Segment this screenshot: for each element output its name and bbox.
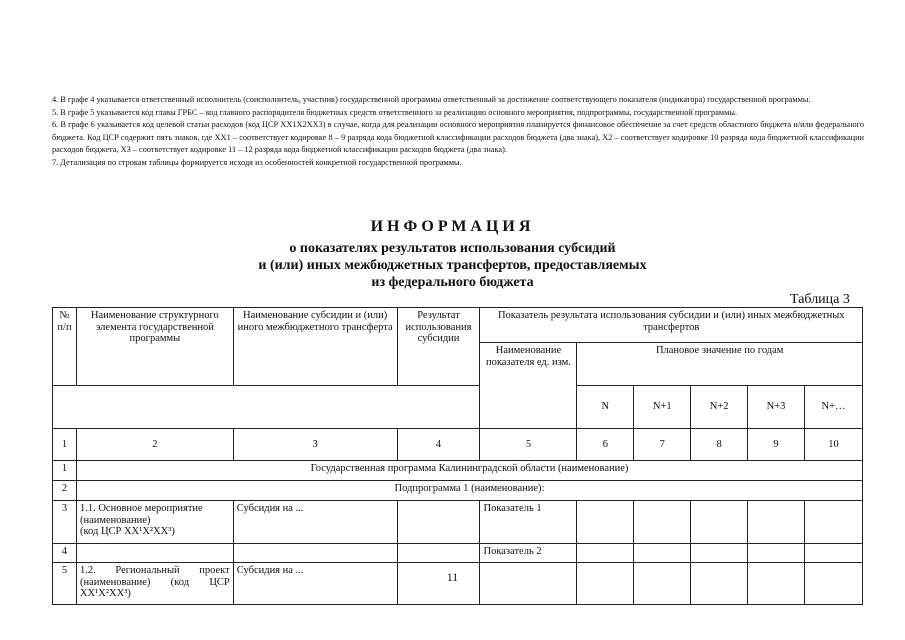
header-year: N+3	[748, 386, 805, 429]
notes-block	[52, 94, 864, 170]
value-cell	[577, 501, 634, 544]
element-cell: 1.2. Региональный проект (наименование) (код ЦСР ХХ¹Х²ХХ³)	[76, 563, 233, 605]
header-indicator-group: Показатель результата использования субсидии и (или) иных межбюджетных трансфертов	[480, 308, 863, 343]
page-number: 11	[446, 570, 459, 584]
column-number: 7	[634, 429, 691, 461]
header-year: N+1	[634, 386, 691, 429]
document-subtitle-line: и (или) иных межбюджетных трансфертов, предоставляемых	[258, 258, 647, 273]
document-title: ИНФОРМАЦИЯ	[370, 218, 535, 235]
column-number: 9	[748, 429, 805, 461]
column-number: 1	[53, 429, 77, 461]
element-name: 1.1. Основное мероприятие (наименование)	[79, 503, 203, 526]
row-num: 5	[53, 563, 77, 605]
indicator-table	[52, 307, 863, 605]
value-cell	[805, 501, 863, 544]
document-subtitle-line: о показателях результатов использования субсидий	[289, 241, 616, 256]
table-header-row	[53, 308, 863, 343]
value-cell	[805, 544, 863, 563]
note-item: 6. В графе 6 указывается код целевой статьи расходов (код ЦСР ХХ1Х2ХХ3) в случае, когда для реализации основного мероприятия планируется финансовое обеспечение за счет средств областного бюджета и/или федерального бюджета. Код ЦСР содержит пять знаков, где ХХ1 – соответствует кодировке 8 – 9 разряда кода бюджетной классификации расходов бюджета (два знака), Х2 – соответствует кодировке 10 разряда кода бюджетной классификации расходов бюджета, Х3 – соответствует кодировке 11 – 12 разряда кода бюджетной классификации расходов бюджета (два знака).	[52, 120, 864, 155]
table-row	[53, 501, 863, 544]
header-num: № п/п	[53, 308, 77, 386]
row-num: 1	[53, 461, 77, 481]
result-cell	[397, 501, 480, 544]
value-cell	[634, 544, 691, 563]
value-cell	[691, 544, 748, 563]
subsidy-cell: Субсидия на ...	[233, 501, 397, 544]
header-year: N+2	[691, 386, 748, 429]
subsidy-cell	[233, 544, 397, 563]
column-number: 6	[577, 429, 634, 461]
row-num: 2	[53, 481, 77, 501]
note-item: 7. Детализация по строкам таблицы формируется исходя из особенностей конкретной государственной программы.	[52, 157, 462, 167]
note-item: 5. В графе 5 указывается код главы ГРБС – код главного распорядителя бюджетных средств ответственного за реализацию основного мероприятия, подпрограммы, государственной программы.	[52, 107, 738, 117]
column-number: 8	[691, 429, 748, 461]
column-number: 3	[233, 429, 397, 461]
header-planned-group: Плановое значение по годам	[577, 343, 863, 386]
indicator-cell: Показатель 2	[480, 544, 577, 563]
document-subtitle-line: из федерального бюджета	[371, 275, 534, 290]
subprogram-name: Подпрограмма 1 (наименование):	[76, 481, 862, 501]
column-number: 10	[805, 429, 863, 461]
table-header-row	[53, 386, 863, 429]
column-number: 4	[397, 429, 480, 461]
program-name: Государственная программа Калининградской области (наименование)	[76, 461, 862, 481]
table-label: Таблица 3	[790, 292, 850, 307]
row-num: 3	[53, 501, 77, 544]
row-num: 4	[53, 544, 77, 563]
value-cell	[748, 544, 805, 563]
header-subsidy: Наименование субсидии и (или) иного межбюджетного трансферта	[233, 308, 397, 386]
indicator-cell: Показатель 1	[480, 501, 577, 544]
note-item: 4. В графе 4 указывается ответственный исполнитель (соисполнитель, участник) государственной программы ответственный за достижение соответствующего показателя (индикатора) государственной программы.	[52, 95, 811, 104]
subprogram-row	[53, 481, 863, 501]
column-number-row	[53, 429, 863, 461]
header-result: Результат использования субсидии	[397, 308, 480, 386]
value-cell	[634, 501, 691, 544]
element-cell	[76, 501, 233, 544]
header-year: N+…	[805, 386, 863, 429]
table-row	[53, 544, 863, 563]
result-cell	[397, 544, 480, 563]
header-element: Наименование структурного элемента государственной программы	[76, 308, 233, 386]
program-row	[53, 461, 863, 481]
value-cell	[577, 544, 634, 563]
header-indicator-name: Наименование показателя ед. изм.	[480, 343, 577, 429]
column-number: 5	[480, 429, 577, 461]
header-year: N	[577, 386, 634, 429]
column-number: 2	[76, 429, 233, 461]
subsidy-cell: Субсидия на ...	[233, 563, 397, 605]
value-cell	[748, 501, 805, 544]
element-cell	[76, 544, 233, 563]
element-code: (код ЦСР ХХ¹Х²ХХ³)	[79, 526, 175, 537]
value-cell	[691, 501, 748, 544]
